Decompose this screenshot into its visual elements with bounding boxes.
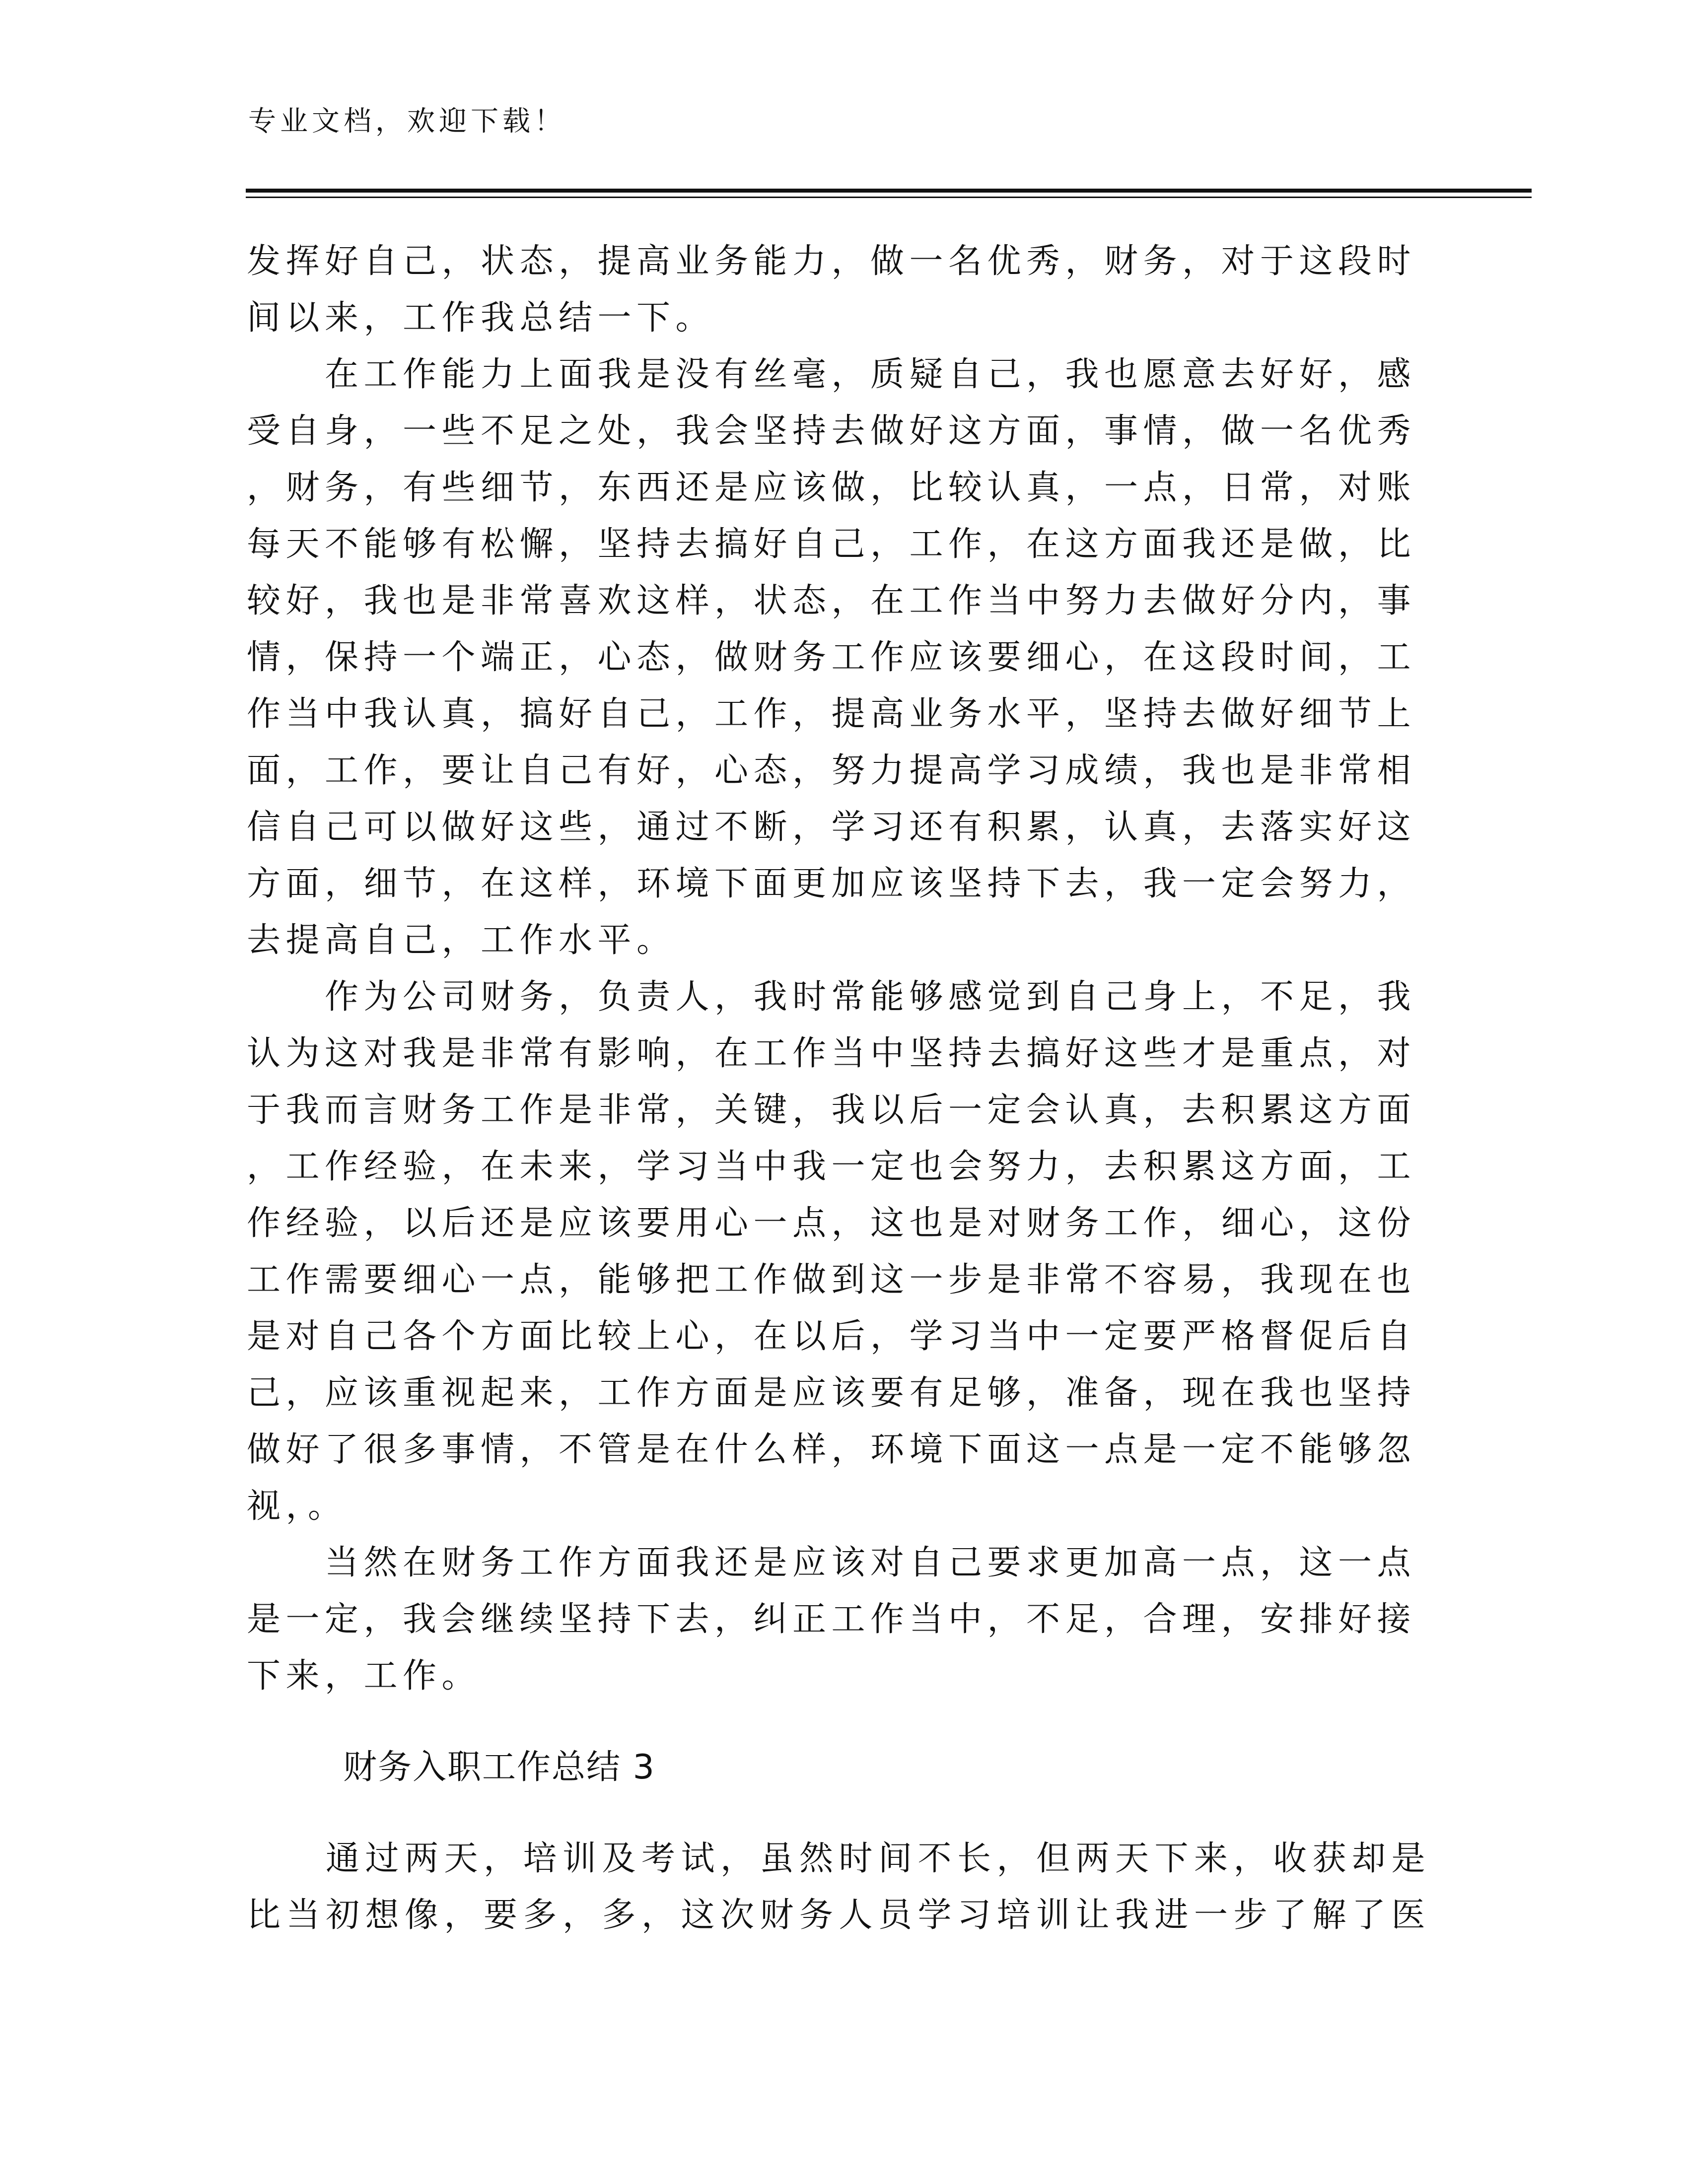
text-line: 当然在财务工作方面我还是应该对自己要求更加高一点，这一点: [247, 1543, 1416, 1582]
paragraph-block: [247, 233, 1428, 1705]
text-line: 受自身，一些不足之处，我会坚持去做好这方面，事情，做一名优秀: [247, 411, 1416, 451]
text-line: 作当中我认真，搞好自己，工作，提高业务水平，坚持去做好细节上: [247, 694, 1416, 734]
section-paragraph: [247, 1831, 1431, 1944]
text-line: 作为公司财务，负责人，我时常能够感觉到自己身上，不足，我: [247, 977, 1416, 1017]
header-rule-thin: [246, 197, 1532, 198]
text-line: 下来，工作。: [247, 1656, 481, 1696]
text-line: 是对自己各个方面比较上心，在以后，学习当中一定要严格督促后自: [247, 1317, 1416, 1356]
text-line: 通过两天，培训及考试，虽然时间不长，但两天下来，收获却是: [247, 1839, 1431, 1878]
text-line: 面，工作，要让自己有好，心态，努力提高学习成绩，我也是非常相: [247, 751, 1416, 790]
text-line: 比当初想像，要多，多，这次财务人员学习培训让我进一步了解了医: [247, 1896, 1431, 1935]
text-line: ，财务，有些细节，东西还是应该做，比较认真，一点，日常，对账: [247, 468, 1416, 507]
section-heading: 财务入职工作总结 3: [343, 1748, 655, 1787]
text-line: 工作需要细心一点，能够把工作做到这一步是非常不容易，我现在也: [247, 1260, 1416, 1299]
text-line: 在工作能力上面我是没有丝毫，质疑自己，我也愿意去好好，感: [247, 355, 1416, 394]
text-line: 情，保持一个端正，心态，做财务工作应该要细心，在这段时间，工: [247, 638, 1416, 677]
text-line: 方面，细节，在这样，环境下面更加应该坚持下去，我一定会努力，: [247, 864, 1416, 903]
text-line: 视，。: [247, 1487, 347, 1526]
text-line: 作经验，以后还是应该要用心一点，这也是对财务工作，细心，这份: [247, 1204, 1416, 1243]
spacer: [247, 1796, 1428, 1831]
page-header: 专业文档，欢迎下载！: [248, 105, 566, 137]
header-rule-thick: [246, 189, 1532, 193]
text-line: 每天不能够有松懈，坚持去搞好自己，工作，在这方面我还是做，比: [247, 525, 1416, 564]
text-line: 做好了很多事情，不管是在什么样，环境下面这一点是一定不能够忽: [247, 1430, 1416, 1469]
text-line: 是一定，我会继续坚持下去，纠正工作当中，不足，合理，安排好接: [247, 1600, 1416, 1639]
text-line: 于我而言财务工作是非常，关键，我以后一定会认真，去积累这方面: [247, 1091, 1416, 1130]
spacer: [247, 1705, 1428, 1739]
text-line: 较好，我也是非常喜欢这样，状态，在工作当中努力去做好分内，事: [247, 581, 1416, 620]
text-line: ，工作经验，在未来，学习当中我一定也会努力，去积累这方面，工: [247, 1147, 1416, 1186]
text-line: 己，应该重视起来，工作方面是应该要有足够，准备，现在我也坚持: [247, 1373, 1416, 1413]
text-line: 间以来，工作我总结一下。: [247, 298, 715, 338]
text-line: 信自己可以做好这些，通过不断，学习还有积累，认真，去落实好这: [247, 808, 1416, 847]
text-line: 发挥好自己，状态，提高业务能力，做一名优秀，财务，对于这段时: [247, 242, 1416, 281]
text-line: 去提高自己，工作水平。: [247, 921, 676, 960]
text-line: 认为这对我是非常有影响，在工作当中坚持去搞好这些才是重点，对: [247, 1034, 1416, 1073]
document-body: [247, 233, 1431, 1944]
